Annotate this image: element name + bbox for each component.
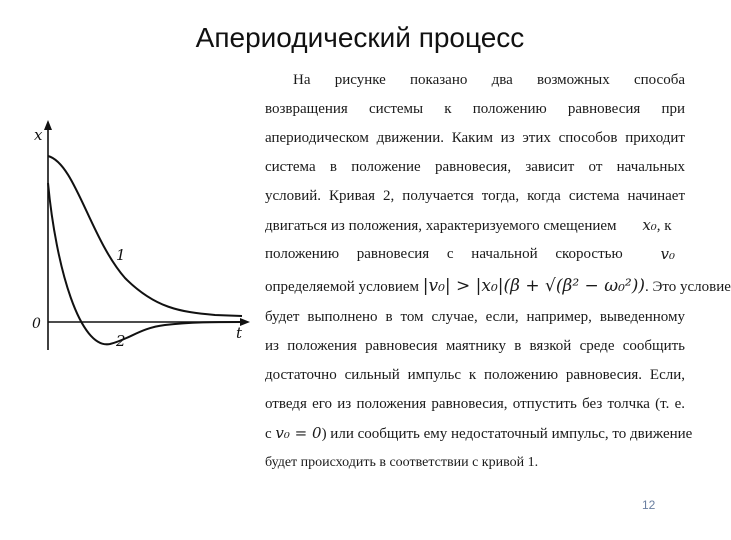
- curve-2: [48, 183, 242, 344]
- text-line: возвращения системы к положению равновесия при: [265, 101, 685, 117]
- text-line: будет происходить в соответствии с кривой 1.: [265, 455, 539, 470]
- math-v0-zero: v₀ = 0: [275, 424, 322, 442]
- x-axis-label: t: [236, 324, 243, 342]
- origin-label: 0: [32, 316, 41, 332]
- body-text: [265, 66, 731, 477]
- math-v0: v₀: [660, 245, 675, 263]
- text-line: система в положение равновесия, зависит от начальных: [265, 159, 685, 175]
- text-line: [265, 269, 731, 303]
- text-fragment: . Это условие: [644, 279, 731, 295]
- math-condition: |v₀| > |x₀|(β + √(β² − ω₀²)): [422, 276, 645, 296]
- text-fragment: ) или сообщить ему недостаточный импульс, то движение: [321, 426, 693, 442]
- text-fragment: с: [265, 426, 272, 442]
- text-line: отведя его из положения равновесия, отпустить без толчка (т. е.: [265, 396, 685, 412]
- curve-1: [48, 156, 242, 316]
- slide-title: Апериодический процесс: [195, 22, 525, 53]
- text-line: [265, 240, 685, 269]
- text-fragment: двигаться из положения, характеризуемого смещением: [265, 218, 617, 234]
- text-fragment: , к: [656, 218, 672, 234]
- curve-1-label: 1: [116, 246, 126, 264]
- text-line: [265, 419, 693, 448]
- text-line: из положения равновесия маятнику в вязкой среде сообщить: [265, 338, 685, 354]
- text-line: [265, 211, 685, 240]
- y-axis-label: x: [34, 126, 43, 144]
- math-x0: x₀: [642, 216, 657, 234]
- text-line: достаточно сильный импульс к положению равновесия. Если,: [265, 367, 685, 383]
- text-fragment: определяемой условием: [265, 279, 419, 295]
- text-fragment: положению равновесия с начальной скоростью: [265, 246, 623, 262]
- text-line: будет выполнено в том случае, если, например, выведенному: [265, 309, 685, 325]
- aperiodic-graph: [30, 118, 260, 358]
- page-number: 12: [642, 498, 656, 512]
- curve-2-label: 2: [116, 332, 126, 350]
- text-line: На рисунке показано два возможных способа: [293, 72, 685, 88]
- y-axis-arrow: [44, 120, 52, 130]
- text-line: условий. Кривая 2, получается тогда, когда система начинает: [265, 188, 685, 204]
- text-line: апериодическом движении. Каким из этих способов приходит: [265, 130, 685, 146]
